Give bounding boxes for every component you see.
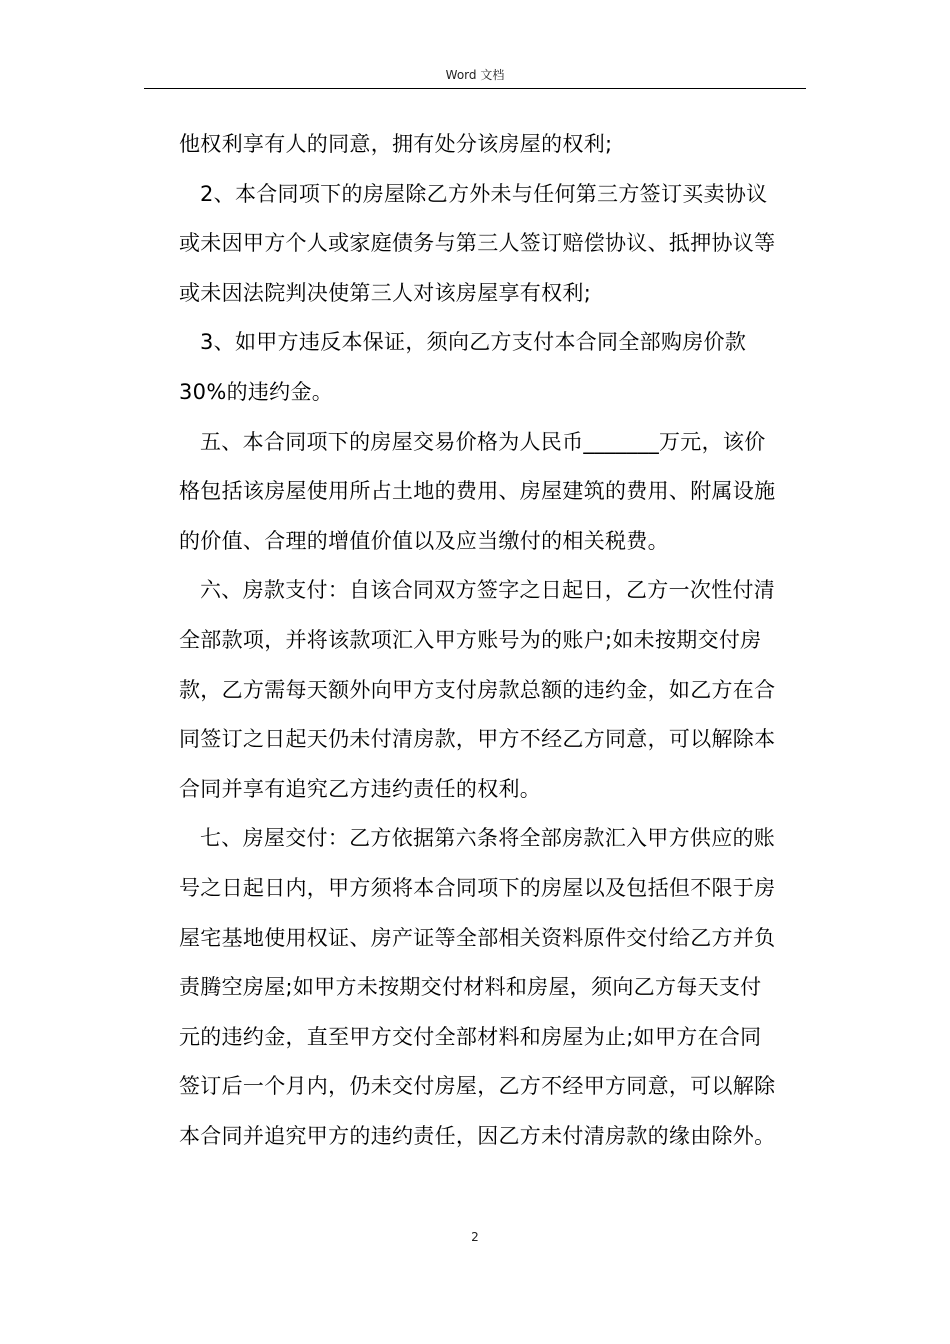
text-line: 本合同并追究甲方的违约责任，因乙方未付清房款的缘由除外。 xyxy=(179,1123,776,1148)
text-line: 元的违约金，直至甲方交付全部材料和房屋为止;如甲方在合同 xyxy=(179,1024,762,1049)
text-line: 责腾空房屋;如甲方未按期交付材料和房屋，须向乙方每天支付 xyxy=(179,975,762,1000)
page-number: 2 xyxy=(471,1230,479,1244)
header-title: Word 文档 xyxy=(445,68,505,82)
text-line: 合同并享有追究乙方违约责任的权利。 xyxy=(179,776,542,801)
text-line: 2、本合同项下的房屋除乙方外未与任何第三方签订买卖协议 xyxy=(200,181,768,206)
text-line: 的价值、合理的增值价值以及应当缴付的相关税费。 xyxy=(179,528,669,553)
text-line: 款，乙方需每天额外向甲方支付房款总额的违约金，如乙方在合 xyxy=(179,677,776,702)
page-header xyxy=(144,66,806,89)
text-line: 他权利享有人的同意，拥有处分该房屋的权利; xyxy=(179,132,613,156)
text-line: 同签订之日起天仍未付清房款，甲方不经乙方同意，可以解除本 xyxy=(179,727,776,752)
text-line: 30%的违约金。 xyxy=(179,379,334,404)
text-line: 六、房款支付：自该合同双方签字之日起日，乙方一次性付清 xyxy=(200,578,776,603)
text-line: 3、如甲方违反本保证，须向乙方支付本合同全部购房价款 xyxy=(200,330,747,355)
text-line: 号之日起日内，甲方须将本合同项下的房屋以及包括但不限于房 xyxy=(179,875,776,900)
text-line: 或未因法院判决使第三人对该房屋享有权利; xyxy=(179,280,592,305)
text-line: 或未因甲方个人或家庭债务与第三人签订赔偿协议、抵押协议等 xyxy=(179,231,776,256)
document-body xyxy=(179,120,807,1161)
text-line: 屋宅基地使用权证、房产证等全部相关资料原件交付给乙方并负 xyxy=(179,925,776,950)
text-line: 五、本合同项下的房屋交易价格为人民币_______万元，该价 xyxy=(200,429,766,454)
text-line: 签订后一个月内，仍未交付房屋，乙方不经甲方同意，可以解除 xyxy=(179,1074,776,1099)
text-line: 格包括该房屋使用所占土地的费用、房屋建筑的费用、附属设施 xyxy=(179,479,776,504)
text-line: 七、房屋交付：乙方依据第六条将全部房款汇入甲方供应的账 xyxy=(200,826,776,851)
text-line: 全部款项，并将该款项汇入甲方账号为的账户;如未按期交付房 xyxy=(179,627,762,652)
